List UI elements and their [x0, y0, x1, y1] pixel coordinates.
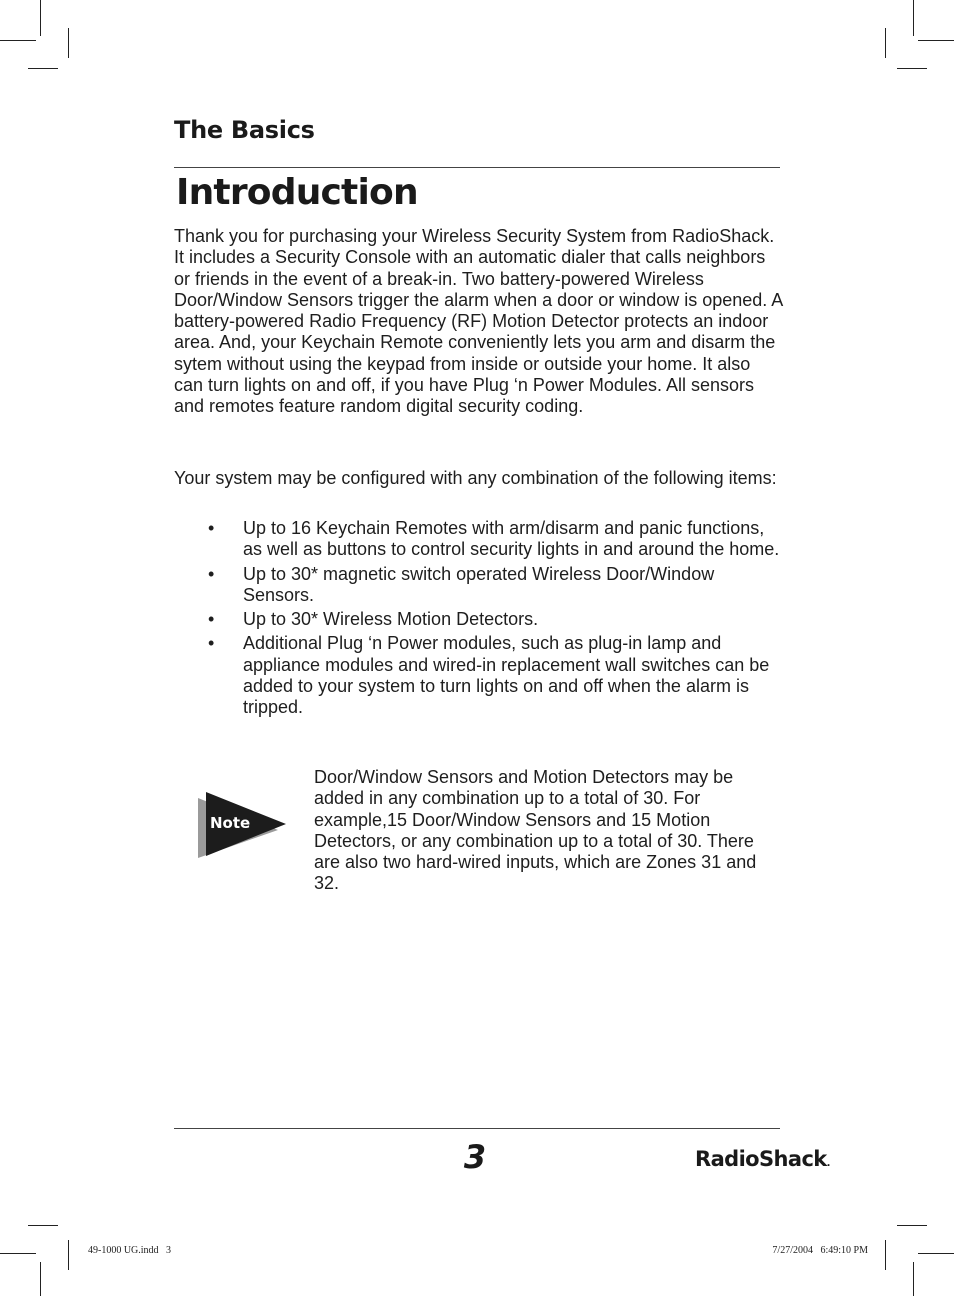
header-rule: [174, 167, 780, 168]
crop-mark: [28, 68, 58, 69]
list-item-text: Up to 30* magnetic switch operated Wireless Door/Window Sensors.: [243, 563, 715, 605]
bullet-icon: •: [208, 518, 215, 538]
crop-mark: [897, 1225, 927, 1226]
footer-rule: [174, 1128, 780, 1129]
slug-timestamp: 7/27/2004 6:49:10 PM: [772, 1245, 868, 1256]
list-item-text: Up to 16 Keychain Remotes with arm/disarm and panic functions, as well as buttons to control security lights in and around the home.: [243, 518, 780, 560]
radioshack-logo: [695, 1147, 830, 1171]
page-number: 3: [463, 1138, 487, 1176]
crop-mark: [918, 1253, 954, 1254]
crop-mark: [897, 68, 927, 69]
section-title: The Basics: [174, 116, 315, 144]
crop-mark: [885, 28, 886, 58]
crop-mark: [28, 1225, 58, 1226]
crop-mark: [913, 1262, 914, 1296]
note-label: Note: [210, 814, 251, 832]
list-item-text: Additional Plug ‘n Power modules, such as plug-in lamp and appliance modules and wired-in replacement wall switches can be added to your system to turn lights on and off when the alarm is tripped.: [243, 633, 770, 718]
note-arrow-icon: [196, 790, 288, 862]
crop-mark: [0, 40, 36, 41]
slug-file-name: 49-1000 UG.indd 3: [88, 1245, 172, 1256]
intro-paragraph: Thank you for purchasing your Wireless Security System from RadioShack. It includes a Security Console with an automatic dialer that calls neighbors or friends in the event of a break-in. Two battery-powered Wireless Door/Window Sensors trigger the alarm when a door or window is opened. A battery-powered Radio Frequency (RF) Motion Detector protects an indoor area. And, your Keychain Remote conveniently lets you arm and disarm the sytem without using the keypad from inside or outside your home. It also can turn lights on and off, if you have Plug ‘n Power Modules. All sensors and remotes feature random digital security coding.: [174, 226, 783, 417]
crop-mark: [0, 1253, 36, 1254]
configuration-list: [174, 518, 784, 722]
crop-mark: [913, 0, 914, 36]
list-item: [174, 564, 784, 607]
bullet-icon: •: [208, 563, 215, 584]
configuration-paragraph: Your system may be configured with any combination of the following items:: [174, 468, 777, 488]
list-item: [174, 518, 784, 561]
brand-name: RadioShack: [695, 1147, 827, 1171]
crop-mark: [68, 1240, 69, 1270]
note-text: Door/Window Sensors and Motion Detectors may be added in any combination up to a total of 30. For example,15 Door/Window Sensors and 15 Motion Detectors, or any combination up to a total of 30. There are also two hard-wired inputs, which are Zones 31 and 32.: [314, 767, 757, 894]
crop-mark: [68, 28, 69, 58]
list-item: [174, 609, 784, 630]
crop-mark: [885, 1240, 886, 1270]
crop-mark: [40, 0, 41, 36]
list-item-text: Up to 30* Wireless Motion Detectors.: [243, 609, 539, 630]
brand-mark: .: [826, 1158, 830, 1169]
bullet-icon: •: [208, 633, 215, 654]
bullet-icon: •: [208, 609, 215, 630]
crop-mark: [918, 40, 954, 41]
crop-mark: [40, 1262, 41, 1296]
page-heading: Introduction: [176, 172, 418, 213]
list-item: [174, 633, 784, 718]
